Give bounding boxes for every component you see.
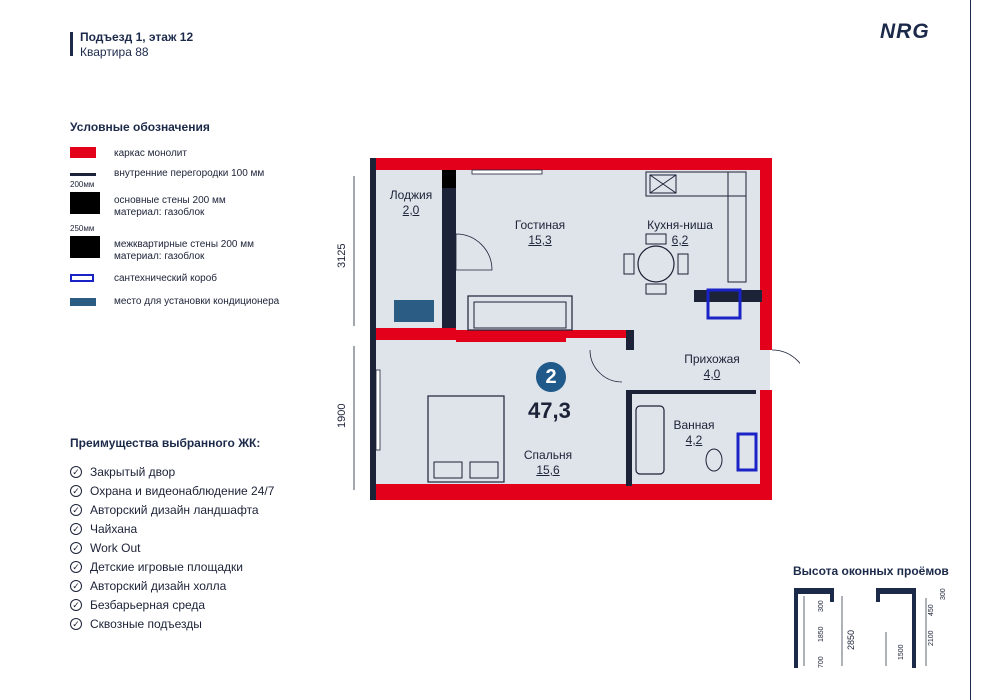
advantage-item: ✓ Сквозные подъезды — [70, 614, 274, 633]
legend-label-monolith: каркас монолит — [114, 148, 187, 159]
legend-label-plumbing: сантехнический короб — [114, 273, 217, 284]
rooms-count-badge: 2 — [536, 362, 566, 392]
room-area: 15,6 — [536, 463, 560, 477]
win-left-mid: 1850 — [818, 626, 825, 642]
room-bedroom — [508, 448, 588, 478]
room-area: 15,3 — [528, 233, 552, 247]
advantages-list — [70, 462, 274, 633]
apartment-number-label: Квартира 88 — [80, 45, 149, 59]
room-loggia — [382, 188, 440, 218]
win-right-total: 2100 — [928, 630, 935, 646]
legend-label-ac: место для установки кондиционера — [114, 296, 280, 307]
check-icon: ✓ — [70, 580, 82, 592]
room-name: Кухня-ниша — [647, 218, 713, 232]
mid-wall-red — [456, 330, 566, 342]
bath-wall-left — [626, 390, 632, 486]
wall-left — [370, 158, 376, 500]
legend-tag-250: 250мм — [70, 224, 95, 233]
room-hallway — [672, 352, 752, 382]
kitchen-partition — [694, 290, 762, 302]
brand-logo: NRG — [880, 20, 930, 43]
advantage-item: ✓ Авторский дизайн ландшафта — [70, 500, 274, 519]
advantage-item: ✓ Авторский дизайн холла — [70, 576, 274, 595]
legend-title: Условные обозначения — [70, 120, 210, 134]
legend-label-partition: внутренние перегородки 100 мм — [114, 168, 265, 179]
entrance-floor-label: Подъезд 1, этаж 12 — [80, 30, 194, 44]
advantage-item: ✓ Охрана и видеонаблюдение 24/7 — [70, 481, 274, 500]
check-icon: ✓ — [70, 504, 82, 516]
room-area: 2,0 — [402, 203, 420, 217]
win-right-low: 1500 — [898, 644, 905, 660]
check-icon: ✓ — [70, 561, 82, 573]
header-accent-bar — [70, 32, 73, 56]
room-bathroom — [666, 418, 722, 448]
loggia-wall — [442, 170, 456, 330]
legend-tag-200: 200мм — [70, 180, 95, 189]
legend-swatch-main-walls — [70, 192, 100, 214]
room-name: Ванная — [673, 418, 715, 432]
win-right-mid: 450 — [928, 604, 935, 616]
room-area: 4,0 — [703, 367, 721, 381]
right-border-line — [970, 0, 971, 700]
room-name: Лоджия — [389, 188, 433, 202]
win-left-total: 2850 — [846, 629, 856, 650]
loggia-slab — [376, 328, 456, 340]
window-living — [472, 170, 542, 174]
check-icon: ✓ — [70, 618, 82, 630]
advantage-item: ✓ Work Out — [70, 538, 274, 557]
check-icon: ✓ — [70, 485, 82, 497]
total-area: 47,3 — [528, 398, 571, 423]
ac-spot — [394, 300, 434, 322]
check-icon: ✓ — [70, 599, 82, 611]
advantage-item: ✓ Закрытый двор — [70, 462, 274, 481]
win-right-top: 300 — [940, 588, 947, 600]
room-kitchen — [640, 218, 720, 248]
legend-swatch-interapartment-walls — [70, 236, 100, 258]
window-heights-title: Высота оконных проёмов — [793, 564, 949, 578]
advantage-item: ✓ Безбарьерная среда — [70, 595, 274, 614]
room-area: 4,2 — [685, 433, 703, 447]
legend-swatch-ac — [70, 298, 96, 306]
legend-label-main-walls: основные стены 200 мм материал: газоблок — [114, 195, 226, 218]
check-icon: ✓ — [70, 466, 82, 478]
legend-label-interapartment-walls: межквартирные стены 200 мм материал: газоблок — [114, 239, 254, 262]
advantages-title: Преимущества выбранного ЖК: — [70, 436, 261, 450]
room-name: Прихожая — [684, 352, 740, 366]
room-area: 6,2 — [671, 233, 689, 247]
door-entrance — [772, 350, 800, 386]
legend-swatch-monolith — [70, 147, 96, 158]
advantage-item: ✓ Детские игровые площадки — [70, 557, 274, 576]
wall-right-lower — [760, 390, 772, 500]
window-bedroom — [376, 370, 380, 450]
room-name: Спальня — [523, 448, 573, 462]
wall-bottom — [370, 484, 772, 500]
room-name: Гостиная — [514, 218, 566, 232]
win-left-bottom: 700 — [818, 656, 825, 668]
legend-swatch-partition — [70, 173, 96, 176]
win-left-top: 300 — [818, 600, 825, 612]
check-icon: ✓ — [70, 523, 82, 535]
bath-wall-top — [626, 390, 756, 394]
advantage-item: ✓ Чайхана — [70, 519, 274, 538]
window-diagram — [790, 588, 960, 670]
dim-bottom-label: 1900 — [336, 403, 348, 428]
legend-swatch-plumbing — [70, 274, 94, 282]
dim-top-label: 3125 — [336, 243, 348, 268]
check-icon: ✓ — [70, 542, 82, 554]
wall-top — [370, 158, 772, 170]
room-living — [500, 218, 580, 248]
